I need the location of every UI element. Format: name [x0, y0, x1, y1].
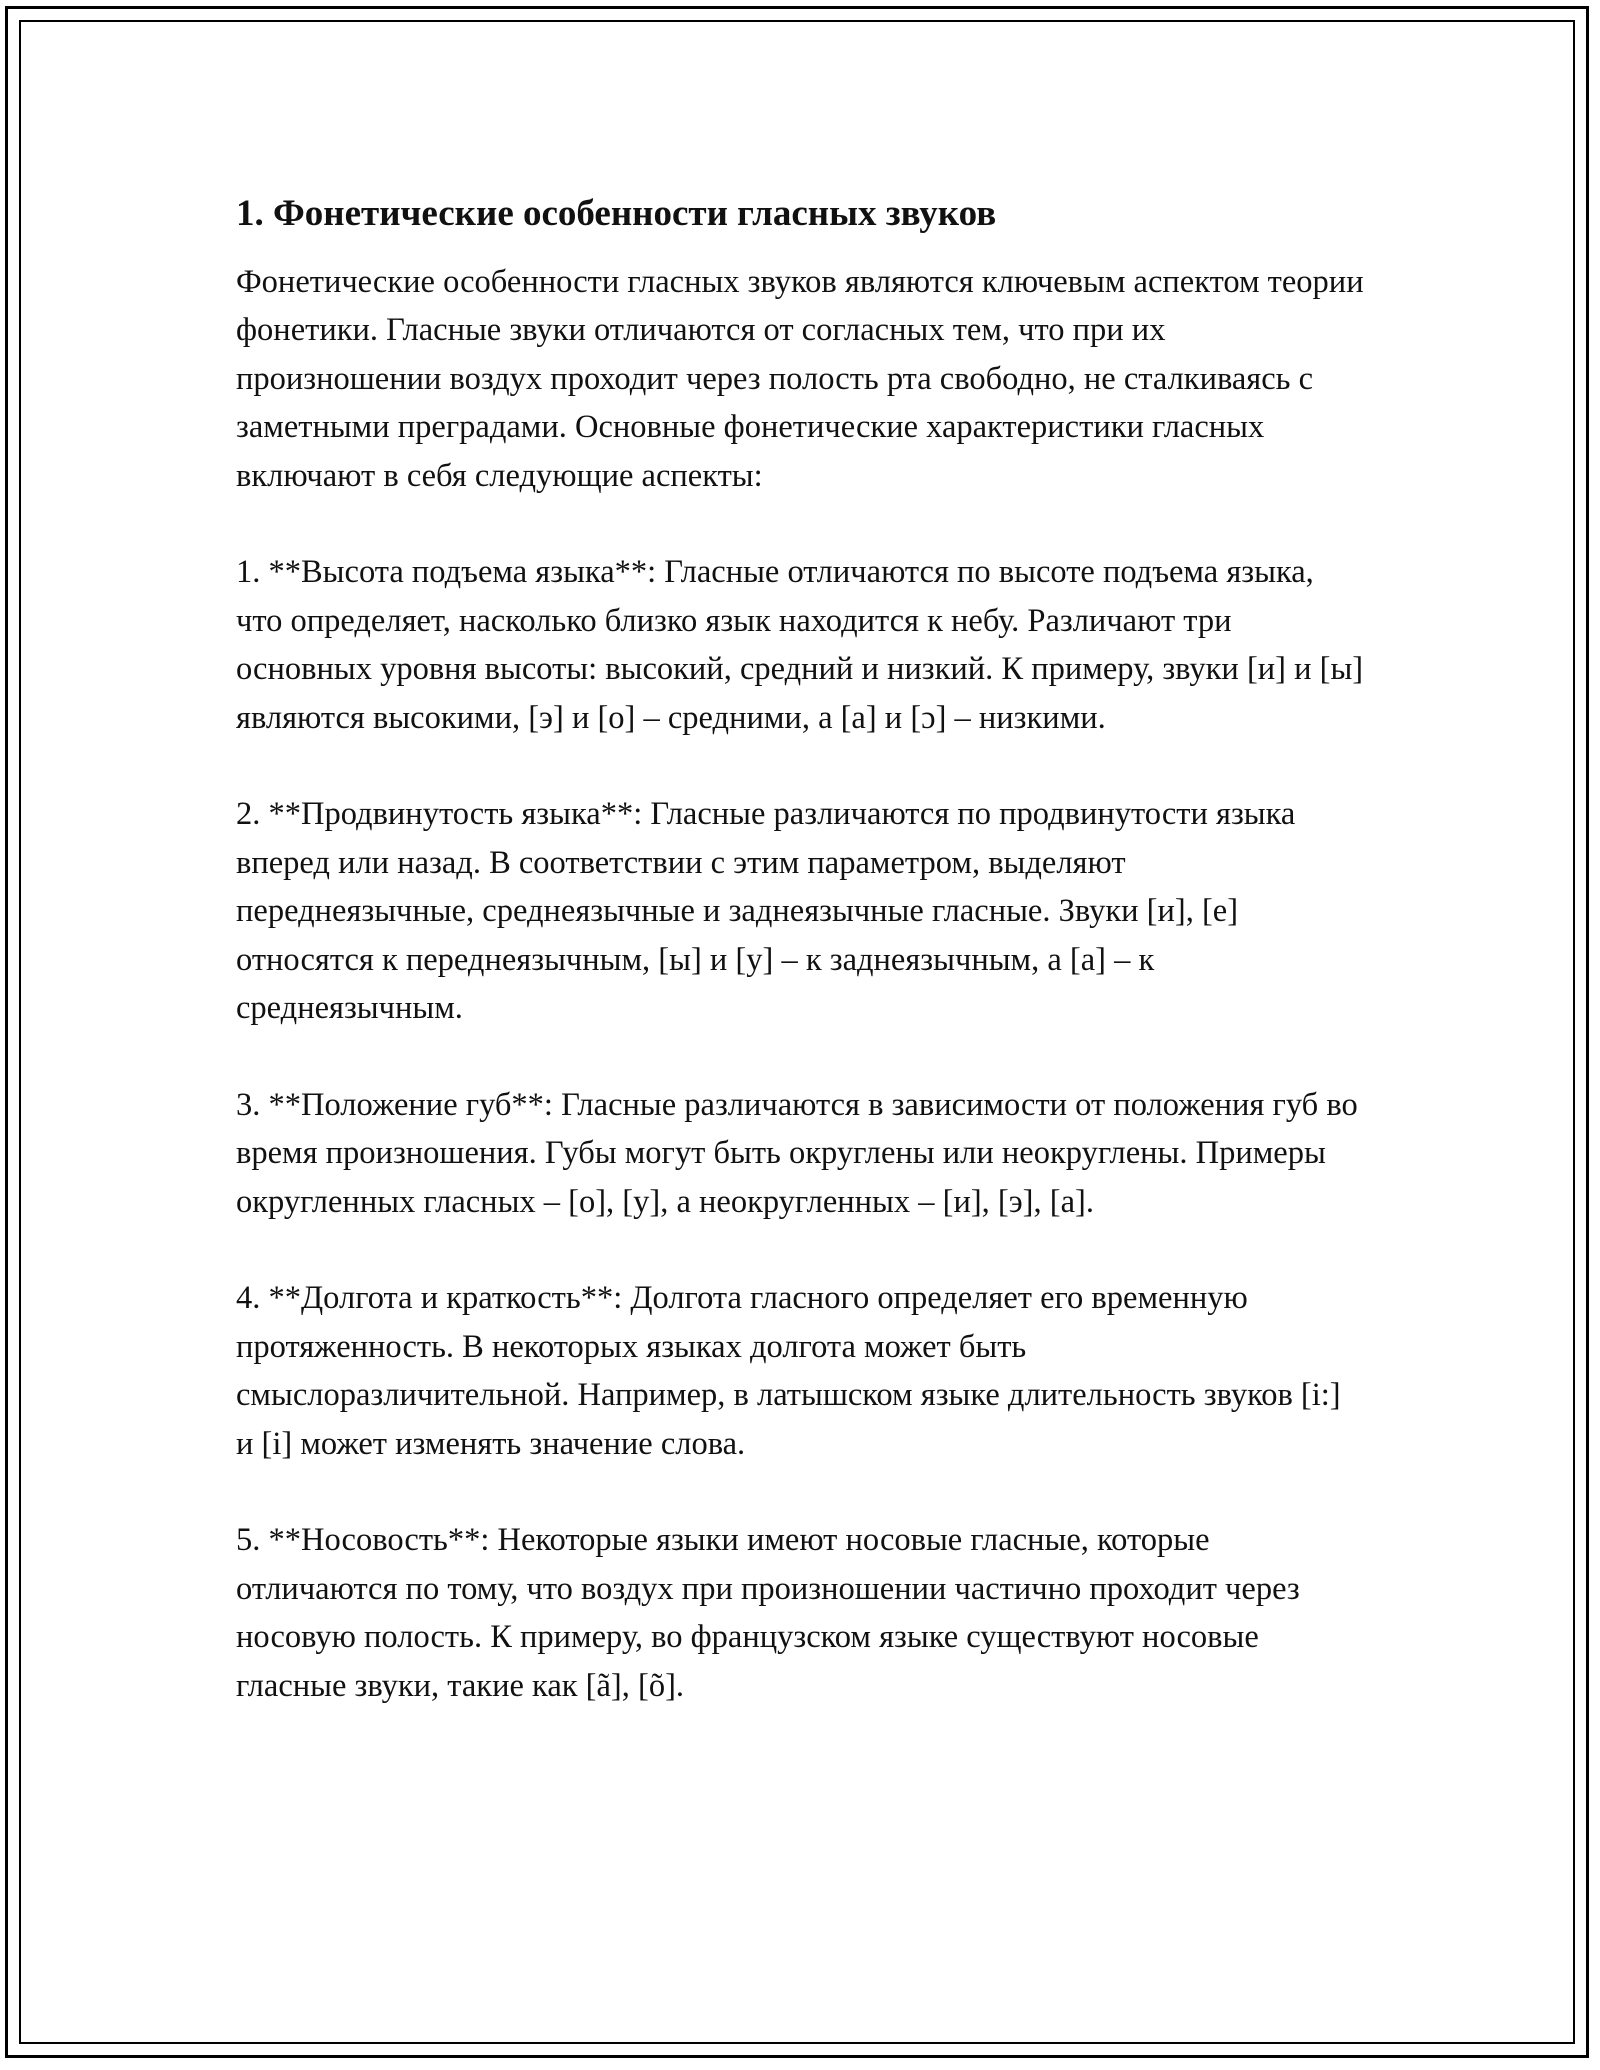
list-item-lip-position: 3. **Положение губ**: Гласные различаются в зависимости от положения губ во время произношения. Губы могут быть округлены или неокруглены. Примеры округленных гласных – [о], [у], а неокругленных – [и], [э], [а].: [236, 1086, 1358, 1220]
list-item-nasality: 5. **Носовость**: Некоторые языки имеют носовые гласные, которые отличаются по тому, что воздух при произношении частично проходит через носовую полость. К примеру, во французском языке существуют носовые гласные звуки, такие как [ã], [õ].: [236, 1522, 1300, 1704]
list-item-tongue-height: 1. **Высота подъема языка**: Гласные отличаются по высоте подъема языка, что определяет, насколько близко язык находится к небу. Различают три основных уровня высоты: высокий, средний и низкий. К примеру, звуки [и] и [ы] являются высокими, [э] и [о] – средними, а [а] и [ɔ] – низкими.: [236, 554, 1364, 736]
list-item-tongue-advancement: 2. **Продвинутость языка**: Гласные различаются по продвинутости языка вперед или назад. В соответствии с этим параметром, выделяют переднеязычные, среднеязычные и заднеязычные гласные. Звуки [и], [е] относятся к переднеязычным, [ы] и [у] – к заднеязычным, а [а] – к среднеязычным.: [236, 796, 1296, 1027]
document-body: [236, 190, 1366, 1759]
intro-paragraph: Фонетические особенности гласных звуков являются ключевым аспектом теории фонетики. Гласные звуки отличаются от согласных тем, что при их произношении воздух проходит через полость рта свободно, не сталкиваясь с заметными преградами. Основные фонетические характеристики гласных включают в себя следующие аспекты:: [236, 264, 1364, 494]
section-heading: 1. Фонетические особенности гласных звуков: [236, 193, 997, 234]
list-item-length: 4. **Долгота и краткость**: Долгота гласного определяет его временную протяженность. В некоторых языках долгота может быть смыслоразличительной. Например, в латышском языке длительность звуков [i:] и [i] может изменять значение слова.: [236, 1280, 1341, 1462]
